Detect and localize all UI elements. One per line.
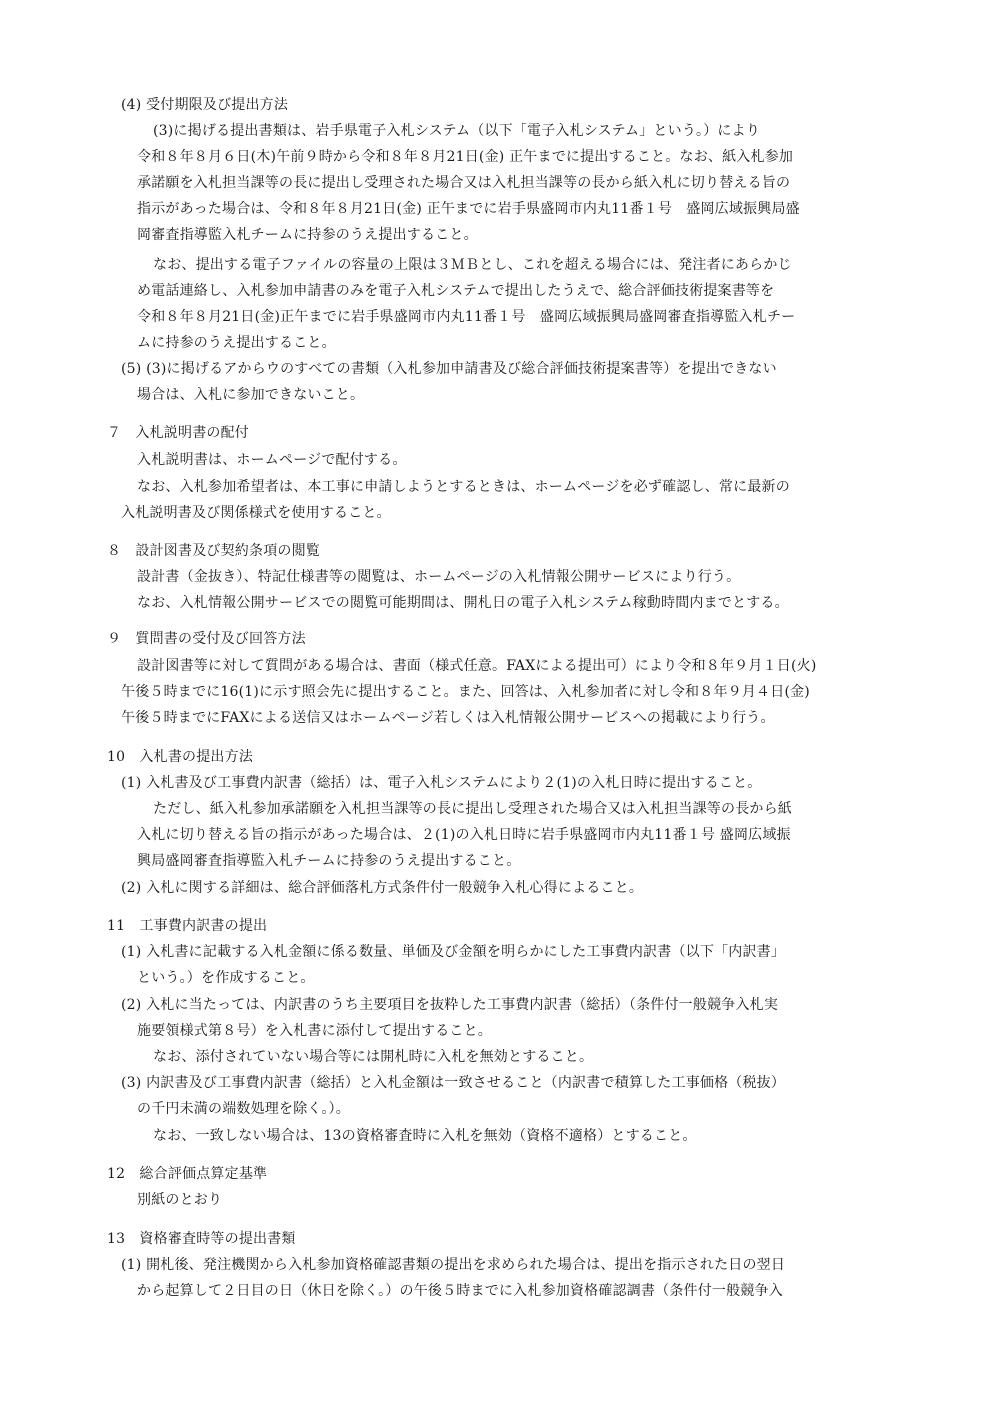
paragraph-line: 入札説明書は、ホームページで配付する。 [137, 452, 407, 468]
section-heading: ８ 設計図書及び契約条項の閲覧 [107, 543, 320, 559]
paragraph-line: 岡審査指導監入札チームに持参のうえ提出すること。 [137, 227, 478, 243]
paragraph-line: 承諾願を入札担当課等の長に提出し受理された場合又は入札担当課等の長から紙入札に切り替える旨の [137, 175, 791, 191]
paragraph-line: め電話連絡し、入札参加申請書のみを電子入札システムで提出したうえで、総合評価技術提案書等を [137, 283, 775, 299]
section-heading: 12 総合評価点算定基準 [107, 1166, 268, 1182]
subsection-heading: (1) 入札書に記載する入札金額に係る数量、単価及び金額を明らかにした工事費内訳書（以下「内訳書」 [121, 944, 786, 960]
section-heading: 11 工事費内訳書の提出 [107, 918, 268, 934]
paragraph-line: (3)に掲げる提出書類は、岩手県電子入札システム（以下「電子入札システム」という。）により [153, 123, 761, 139]
paragraph-line: なお、提出する電子ファイルの容量の上限は３ＭＢとし、これを超える場合には、発注者にあらかじ [153, 257, 792, 273]
subsection-heading: (4) 受付期限及び提出方法 [121, 97, 289, 113]
paragraph-line: 興局盛岡審査指導監入札チームに持参のうえ提出すること。 [137, 853, 521, 869]
section-heading: 10 入札書の提出方法 [107, 749, 254, 765]
paragraph-line: 場合は、入札に参加できないこと。 [137, 387, 365, 403]
paragraph-line: ただし、紙入札参加承諾願を入札担当課等の長に提出し受理された場合又は入札担当課等の長から紙 [153, 801, 792, 817]
paragraph-line: から起算して２日目の日（休日を除く。）の午後５時までに入札参加資格確認調書（条件付一般競争入 [137, 1283, 783, 1299]
paragraph-line: 令和８年８月21日(金)正午までに岩手県盛岡市内丸11番１号 盛岡広域振興局盛岡審査指導監入札チー [137, 309, 796, 325]
paragraph-line: なお、入札情報公開サービスでの閲覧可能期間は、開札日の電子入札システム稼動時間内までとする。 [137, 595, 789, 611]
paragraph-line: 午後５時までにFAXによる送信又はホームページ若しくは入札情報公開サービスへの掲載により行う。 [121, 710, 775, 726]
subsection-heading: (1) 開札後、発注機関から入札参加資格確認書類の提出を求められた場合は、提出を指示された日の翌日 [121, 1257, 786, 1273]
subsection-heading: (2) 入札に当たっては、内訳書のうち主要項目を抜粋した工事費内訳書（総括）（条件付一般競争入札実 [121, 997, 779, 1013]
paragraph-line: という。）を作成すること。 [137, 970, 315, 986]
subsection-heading: (1) 入札書及び工事費内訳書（総括）は、電子入札システムにより２(1)の入札日時に提出すること。 [121, 775, 762, 791]
subsection-heading: (5) (3)に掲げるアからウのすべての書類（入札参加申請書及び総合評価技術提案書等）を提出できない [121, 361, 777, 377]
subsection-heading: (3) 内訳書及び工事費内訳書（総括）と入札金額は一致させること（内訳書で積算した工事価格（税抜） [121, 1075, 786, 1091]
paragraph-line: ムに持参のうえ提出すること。 [137, 335, 336, 351]
paragraph-line: 設計書（金抜き）、特記仕様書等の閲覧は、ホームページの入札情報公開サービスにより行う。 [137, 569, 741, 585]
paragraph-line: 設計図書等に対して質問がある場合は、書面（様式任意。FAXによる提出可）により令和８年９月１日(火) [137, 658, 817, 674]
section-heading: ７ 入札説明書の配付 [107, 425, 249, 441]
paragraph-line: なお、一致しない場合は、13の資格審査時に入札を無効（資格不適格）とすること。 [153, 1128, 697, 1144]
paragraph-line: なお、添付されていない場合等には開札時に入札を無効とすること。 [153, 1049, 594, 1065]
paragraph-line: 入札説明書及び関係様式を使用すること。 [121, 505, 391, 521]
paragraph-line: 午後５時までに16(1)に示す照会先に提出すること。また、回答は、入札参加者に対し令和８年９月４日(金) [121, 684, 810, 700]
paragraph-line: 令和８年８月６日(木)午前９時から令和８年８月21日(金) 正午までに提出すること。なお、紙入札参加 [137, 149, 794, 165]
paragraph-line: の千円未満の端数処理を除く。）。 [137, 1101, 350, 1117]
paragraph-line: 指示があった場合は、令和８年８月21日(金) 正午までに岩手県盛岡市内丸11番１号 盛岡広域振興局盛 [137, 201, 800, 217]
paragraph-line: なお、入札参加希望者は、本工事に申請しようとするときは、ホームページを必ず確認し、常に最新の [137, 479, 790, 495]
section-heading: 13 資格審査時等の提出書類 [107, 1231, 296, 1247]
paragraph-line: 別紙のとおり [137, 1192, 223, 1208]
section-heading: ９ 質問書の受付及び回答方法 [107, 631, 306, 647]
paragraph-line: 入札に切り替える旨の指示があった場合は、２(1)の入札日時に岩手県盛岡市内丸11番１号 盛岡広域振 [137, 827, 791, 843]
subsection-heading: (2) 入札に関する詳細は、総合評価落札方式条件付一般競争入札心得によること。 [121, 880, 644, 896]
paragraph-line: 施要領様式第８号）を入札書に添付して提出すること。 [137, 1023, 492, 1039]
